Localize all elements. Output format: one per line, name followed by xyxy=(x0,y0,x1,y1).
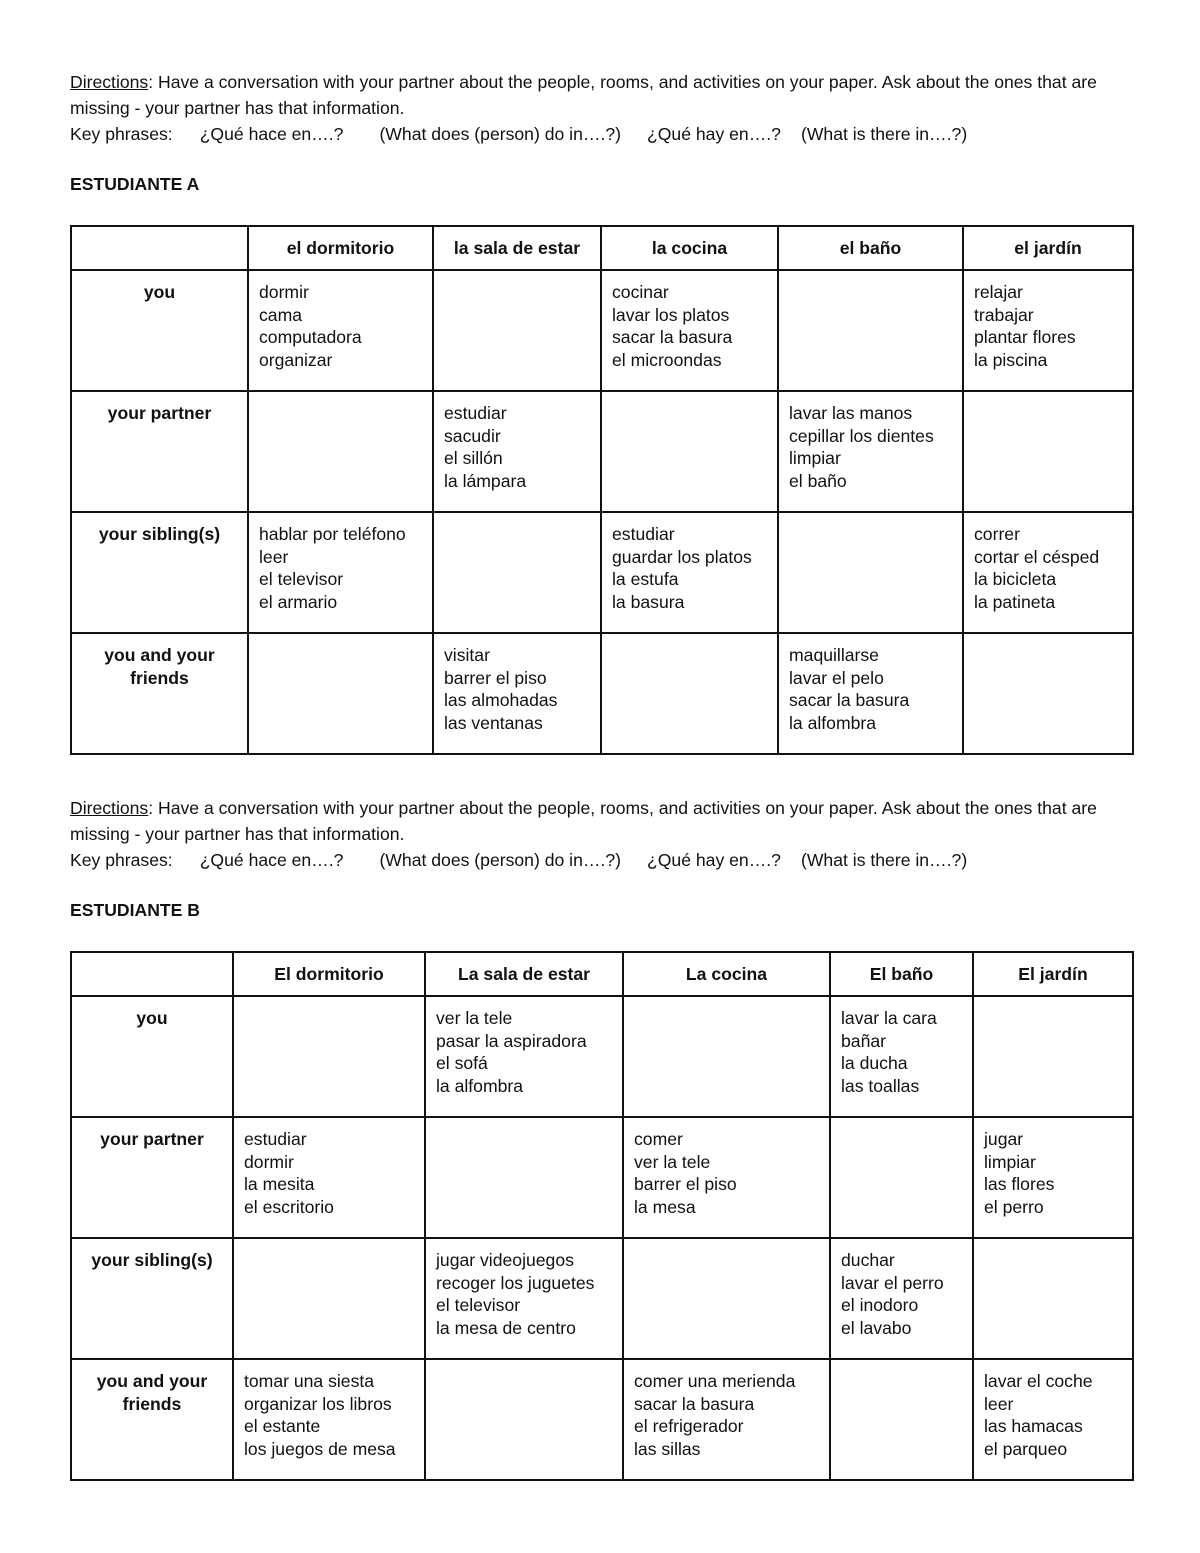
table-row xyxy=(71,1359,1133,1480)
cell-line: dormir xyxy=(259,282,309,302)
cell-line: las sillas xyxy=(634,1438,701,1459)
cell-line: sacar la basura xyxy=(634,1393,755,1414)
cell-line: ver la tele xyxy=(634,1151,711,1172)
empty-cell xyxy=(248,633,433,754)
table-row xyxy=(71,996,1133,1117)
key-phrase-2-en: (What is there in….?) xyxy=(800,124,968,144)
empty-cell xyxy=(830,1117,973,1238)
column-header: El baño xyxy=(830,952,973,996)
cell-line: ver la tele xyxy=(436,1008,513,1028)
activity-cell xyxy=(973,1117,1133,1238)
cell-line: los juegos de mesa xyxy=(244,1438,396,1459)
activity-cell xyxy=(973,1359,1133,1480)
cell-line: barrer el piso xyxy=(634,1174,737,1195)
cell-line: computadora xyxy=(259,327,362,348)
empty-cell xyxy=(233,996,425,1117)
cell-line: el microondas xyxy=(612,349,722,370)
cell-line: la lámpara xyxy=(444,470,527,491)
student-title: ESTUDIANTE B xyxy=(70,900,201,920)
activity-cell xyxy=(778,633,963,754)
column-header: El jardín xyxy=(973,952,1133,996)
cell-line: lavar el perro xyxy=(841,1272,944,1293)
cell-line: leer xyxy=(984,1393,1014,1414)
cell-line: el escritorio xyxy=(244,1196,334,1217)
cell-line: visitar xyxy=(444,645,490,665)
row-header: your sibling(s) xyxy=(71,512,248,633)
cell-line: sacar la basura xyxy=(612,327,733,348)
cell-line: el armario xyxy=(259,591,338,612)
activity-cell xyxy=(963,512,1133,633)
empty-cell xyxy=(601,633,778,754)
cell-line: pasar la aspiradora xyxy=(436,1030,587,1051)
empty-cell xyxy=(830,1359,973,1480)
column-header: el dormitorio xyxy=(248,226,433,270)
row-header: your partner xyxy=(71,1117,233,1238)
student-title: ESTUDIANTE A xyxy=(70,174,200,194)
empty-cell xyxy=(778,270,963,391)
cell-line: las toallas xyxy=(841,1075,920,1096)
key-phrase-1-en: (What does (person) do in….?) xyxy=(379,850,621,870)
cell-line: cocinar xyxy=(612,282,669,302)
column-header: la sala de estar xyxy=(433,226,601,270)
cell-line: la patineta xyxy=(974,591,1056,612)
cell-line: guardar los platos xyxy=(612,546,752,567)
directions-paragraph xyxy=(70,795,1132,847)
row-header: your partner xyxy=(71,391,248,512)
cell-line: las ventanas xyxy=(444,712,543,733)
key-phrase-2-es: ¿Qué hay en….? xyxy=(646,124,781,144)
directions-label: Directions xyxy=(70,798,149,818)
key-phrase-1-es: ¿Qué hace en….? xyxy=(199,850,344,870)
cell-line: sacudir xyxy=(444,425,501,446)
directions-text: : Have a conversation with your partner about the people, rooms, and activities on your paper. Ask about the ones that are missing - your partner has that information. xyxy=(70,72,1097,118)
row-header: you and your friends xyxy=(71,1359,233,1480)
activity-cell xyxy=(830,996,973,1117)
empty-cell xyxy=(963,633,1133,754)
empty-cell xyxy=(963,391,1133,512)
cell-line: tomar una siesta xyxy=(244,1371,375,1391)
cell-line: estudiar xyxy=(244,1129,307,1149)
activity-cell xyxy=(433,391,601,512)
cell-line: la basura xyxy=(612,591,685,612)
row-header: you and your friends xyxy=(71,633,248,754)
cell-line: comer una merienda xyxy=(634,1371,796,1391)
cell-line: comer xyxy=(634,1129,683,1149)
cell-line: limpiar xyxy=(984,1151,1036,1172)
cell-line: plantar flores xyxy=(974,327,1076,348)
cell-line: correr xyxy=(974,524,1020,544)
cell-line: sacar la basura xyxy=(789,690,910,711)
table-corner-cell xyxy=(71,226,248,270)
cell-line: la piscina xyxy=(974,349,1048,370)
activity-cell xyxy=(778,391,963,512)
cell-line: jugar videojuegos xyxy=(436,1250,574,1270)
empty-cell xyxy=(433,270,601,391)
empty-cell xyxy=(778,512,963,633)
activity-cell xyxy=(623,1117,830,1238)
cell-line: lavar el coche xyxy=(984,1371,1093,1391)
cell-line: las almohadas xyxy=(444,690,558,711)
table-row xyxy=(71,1238,1133,1359)
activity-cell xyxy=(830,1238,973,1359)
cell-line: lavar las manos xyxy=(789,403,913,423)
cell-line: organizar xyxy=(259,349,333,370)
row-header: you xyxy=(71,270,248,391)
empty-cell xyxy=(623,1238,830,1359)
cell-line: hablar por teléfono xyxy=(259,524,406,544)
cell-line: cama xyxy=(259,304,303,325)
empty-cell xyxy=(433,512,601,633)
cell-line: el lavabo xyxy=(841,1317,912,1338)
activity-cell xyxy=(248,270,433,391)
cell-line: trabajar xyxy=(974,304,1034,325)
column-header: La cocina xyxy=(623,952,830,996)
cell-line: leer xyxy=(259,546,289,567)
empty-cell xyxy=(425,1359,623,1480)
column-header: La sala de estar xyxy=(425,952,623,996)
empty-cell xyxy=(233,1238,425,1359)
empty-cell xyxy=(601,391,778,512)
cell-line: la alfombra xyxy=(789,712,877,733)
cell-line: barrer el piso xyxy=(444,667,547,688)
row-header: your sibling(s) xyxy=(71,1238,233,1359)
directions-text: : Have a conversation with your partner about the people, rooms, and activities on your paper. Ask about the ones that are missing - your partner has that information. xyxy=(70,798,1097,844)
activity-cell xyxy=(623,1359,830,1480)
cell-line: la mesa de centro xyxy=(436,1317,576,1338)
activity-cell xyxy=(425,996,623,1117)
cell-line: el televisor xyxy=(436,1295,521,1316)
cell-line: recoger los juguetes xyxy=(436,1272,595,1293)
table-row xyxy=(71,1117,1133,1238)
cell-line: cepillar los dientes xyxy=(789,425,934,446)
key-phrase-1-en: (What does (person) do in….?) xyxy=(379,124,621,144)
key-phrase-1-es: ¿Qué hace en….? xyxy=(199,124,344,144)
activity-cell xyxy=(248,512,433,633)
cell-line: estudiar xyxy=(444,403,507,423)
column-header: El dormitorio xyxy=(233,952,425,996)
directions-paragraph xyxy=(70,69,1132,121)
cell-line: la bicicleta xyxy=(974,569,1057,590)
cell-line: estudiar xyxy=(612,524,675,544)
key-phrases-line xyxy=(70,847,1132,873)
directions-label: Directions xyxy=(70,72,149,92)
cell-line: maquillarse xyxy=(789,645,879,665)
activity-cell xyxy=(433,633,601,754)
empty-cell xyxy=(973,1238,1133,1359)
cell-line: duchar xyxy=(841,1250,895,1270)
activity-table xyxy=(70,951,1134,1481)
cell-line: el estante xyxy=(244,1416,321,1437)
column-header: la cocina xyxy=(601,226,778,270)
cell-line: el sillón xyxy=(444,448,503,469)
empty-cell xyxy=(973,996,1133,1117)
activity-cell xyxy=(233,1359,425,1480)
empty-cell xyxy=(248,391,433,512)
activity-cell xyxy=(601,512,778,633)
cell-line: el refrigerador xyxy=(634,1416,744,1437)
cell-line: la mesita xyxy=(244,1174,315,1195)
cell-line: el baño xyxy=(789,470,847,491)
table-row xyxy=(71,270,1133,391)
column-header: el baño xyxy=(778,226,963,270)
cell-line: el perro xyxy=(984,1196,1044,1217)
cell-line: relajar xyxy=(974,282,1023,302)
empty-cell xyxy=(425,1117,623,1238)
empty-cell xyxy=(623,996,830,1117)
cell-line: la mesa xyxy=(634,1196,696,1217)
cell-line: la estufa xyxy=(612,569,679,590)
cell-line: lavar la cara xyxy=(841,1008,937,1028)
cell-line: lavar los platos xyxy=(612,304,730,325)
cell-line: cortar el césped xyxy=(974,546,1100,567)
activity-cell xyxy=(963,270,1133,391)
activity-cell xyxy=(425,1238,623,1359)
table-row xyxy=(71,512,1133,633)
cell-line: la ducha xyxy=(841,1053,908,1074)
key-phrases-label: Key phrases: xyxy=(70,124,173,144)
student-b-section xyxy=(70,795,1132,1459)
cell-line: jugar xyxy=(984,1129,1024,1149)
student-a-section xyxy=(70,69,1132,733)
cell-line: el parqueo xyxy=(984,1438,1068,1459)
cell-line: lavar el pelo xyxy=(789,667,884,688)
key-phrase-2-en: (What is there in….?) xyxy=(800,850,968,870)
cell-line: la alfombra xyxy=(436,1075,524,1096)
key-phrases-label: Key phrases: xyxy=(70,850,173,870)
cell-line: organizar los libros xyxy=(244,1393,392,1414)
cell-line: limpiar xyxy=(789,448,841,469)
table-row xyxy=(71,391,1133,512)
key-phrase-2-es: ¿Qué hay en….? xyxy=(646,850,781,870)
cell-line: las flores xyxy=(984,1174,1055,1195)
key-phrases-line xyxy=(70,121,1132,147)
cell-line: el televisor xyxy=(259,569,344,590)
activity-table xyxy=(70,225,1134,755)
cell-line: las hamacas xyxy=(984,1416,1083,1437)
cell-line: el inodoro xyxy=(841,1295,919,1316)
table-row xyxy=(71,633,1133,754)
activity-cell xyxy=(233,1117,425,1238)
cell-line: dormir xyxy=(244,1151,294,1172)
column-header: el jardín xyxy=(963,226,1133,270)
activity-cell xyxy=(601,270,778,391)
row-header: you xyxy=(71,996,233,1117)
table-corner-cell xyxy=(71,952,233,996)
cell-line: bañar xyxy=(841,1030,886,1051)
cell-line: el sofá xyxy=(436,1053,488,1074)
